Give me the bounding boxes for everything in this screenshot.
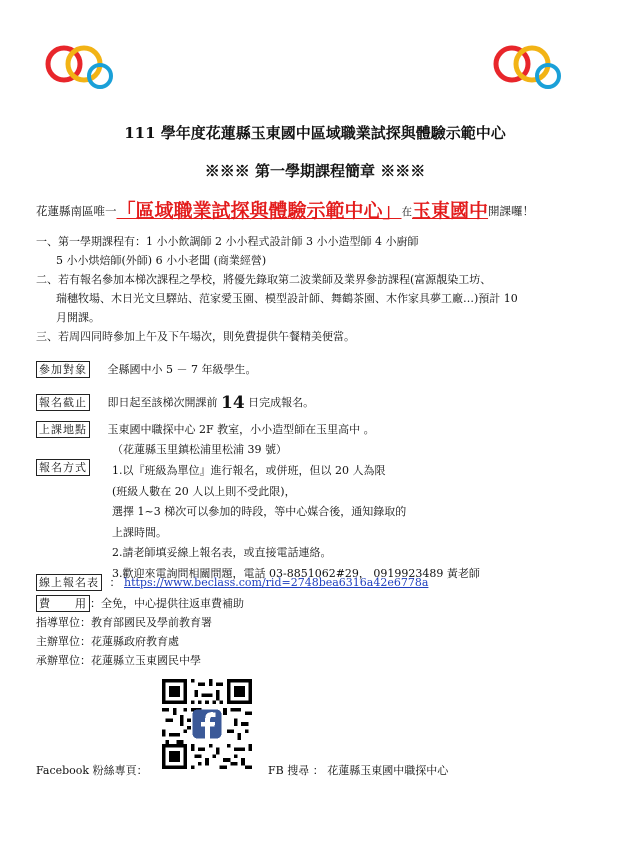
target-label: 參加對象 xyxy=(36,361,90,378)
intro-mid: 在 xyxy=(401,206,413,218)
list-item: 二、若有報名參加本梯次課程之學校，將優先錄取第二波業師及業界參訪課程(富源靚染工坊、 xyxy=(36,273,492,286)
location-label: 上課地點 xyxy=(36,421,90,438)
page-subtitle: ※※※ 第一學期課程簡章 ※※※ xyxy=(204,162,426,180)
deadline-number: 14 xyxy=(221,393,245,413)
org-line: 主辦單位：花蓮縣政府教育處 xyxy=(36,635,179,648)
fee-value: 全免，中心提供往返車費補助 xyxy=(101,597,244,610)
intro-suffix: 開課囉！ xyxy=(488,204,535,218)
method-label: 報名方式 xyxy=(36,459,90,476)
item-list xyxy=(36,232,616,346)
method-line: 2.請老師填妥線上報名表，或直接電話連絡。 xyxy=(112,546,332,559)
method-line: 1.以『班級為單位』進行報名，或併班，但以 20 人為限 xyxy=(112,464,386,477)
intro-prefix: 花蓮縣南區唯一 xyxy=(36,204,117,218)
method-line: (班級人數在 20 人以上則不受此限)， xyxy=(112,484,296,498)
method-row xyxy=(36,459,90,476)
rings-logo-left xyxy=(42,38,126,98)
online-form-link[interactable]: https://www.beclass.com/rid=2748bea6316a42e6778a xyxy=(124,576,429,589)
intro-highlight: 「區域職業試探與體驗示範中心」 xyxy=(116,200,402,222)
deadline-label: 報名截止 xyxy=(36,394,90,411)
list-item: 三、若周四同時參加上午及下午場次，則免費提供午餐精美便當。 xyxy=(36,330,355,343)
fee-label: 費 用 xyxy=(36,595,90,612)
page-title: 111 學年度花蓮縣玉東國中區域職業試探與體驗示範中心 xyxy=(124,124,506,142)
method-line: 選擇 1~3 梯次可以參加的時段，等中心媒合後，通知錄取的 xyxy=(112,505,407,518)
location-line1: 玉東國中職探中心 2F 教室，小小造型師在玉里高中 。 xyxy=(107,423,375,436)
deadline-suffix: 日完成報名。 xyxy=(248,396,315,409)
location-row xyxy=(36,421,375,438)
method-lines xyxy=(112,461,480,584)
intro-school: 玉東國中 xyxy=(412,200,489,222)
intro-line xyxy=(36,196,616,223)
org-line: 承辦單位：花蓮縣立玉東國民中學 xyxy=(36,654,201,667)
org-line: 指導單位：教育部國民及學前教育署 xyxy=(36,616,212,629)
target-value: 全縣國中小 5 － 7 年級學生。 xyxy=(107,363,257,376)
fee-row: 費 用 ：全免，中心提供往返車費補助 xyxy=(36,595,244,612)
deadline-row xyxy=(36,393,314,413)
facebook-qr-code[interactable] xyxy=(162,678,252,770)
method-line: 上課時間。 xyxy=(112,525,167,539)
list-item: 瑞穗牧場、木日光文旦驛站、范家愛玉園、模型設計師、舞鶴茶園、木作家具夢工廠…)預計 10 xyxy=(56,292,518,305)
target-row xyxy=(36,361,256,378)
list-item: 5 小小烘焙師(外師) 6 小小老闆 (商業經營) xyxy=(56,254,267,267)
online-label: 線上報名表 xyxy=(36,574,102,591)
location-line2: （花蓮縣玉里鎮松浦里松浦 39 號） xyxy=(112,443,287,456)
fb-search-text: FB 搜尋 ： 花蓮縣玉東國中職探中心 xyxy=(268,764,449,777)
list-item: 一、第一學期課程有：1 小小飲調師 2 小小程式設計師 3 小小造型師 4 小廚師 xyxy=(36,235,419,248)
online-row: 線上報名表 ： https://www.beclass.com/rid=2748bea6316a42e6778a xyxy=(36,574,428,591)
method-line: 3.歡迎來電詢問相關問題，電話 03-8851062#29， 0919923489 黃老師 xyxy=(112,566,480,580)
deadline-prefix: 即日起至該梯次開課前 xyxy=(107,396,218,409)
rings-logo-right xyxy=(490,38,574,98)
list-item: 月開課。 xyxy=(56,311,100,324)
facebook-label: Facebook 粉絲專頁： xyxy=(36,764,148,777)
org-list xyxy=(36,613,212,670)
